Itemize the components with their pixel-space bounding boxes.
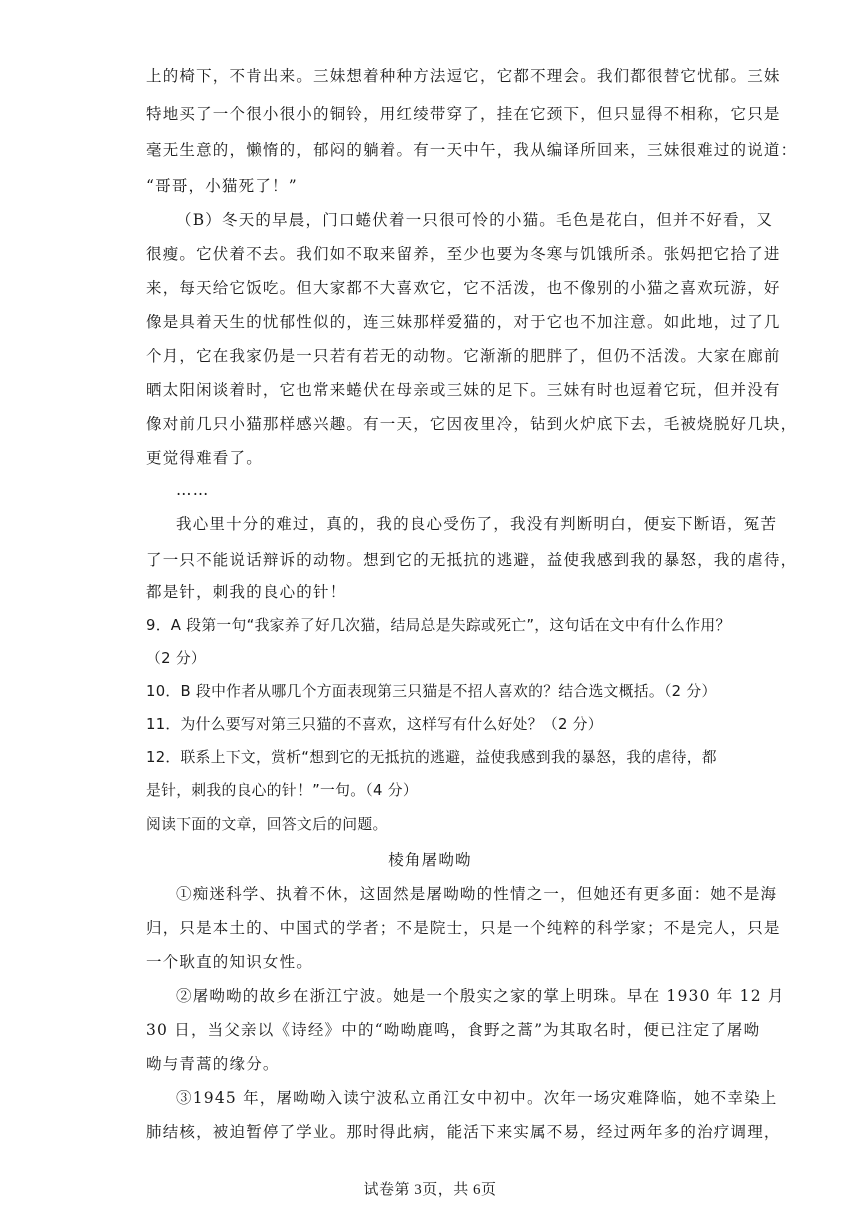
passage-line: 了一只不能说话辩诉的动物。想到它的无抵抗的逃避，益使我感到我的暴怒，我的虐待， [146,551,798,569]
ellipsis: …… [176,481,210,499]
passage-line: ①痴迷科学、执着不休，这固然是屠呦呦的性情之一，但她还有更多面：她不是海 [176,885,778,903]
passage-line: 肺结核，被迫暂停了学业。那时得此病，能活下来实属不易，经过两年多的治疗调理， [146,1123,781,1141]
question-12: 12．联系上下文，赏析“想到它的无抵抗的逃避，益使我感到我的暴怒，我的虐待，都 [146,749,717,766]
passage-line: 呦与青蒿的缘分。 [146,1055,280,1073]
passage-line: 归，只是本土的、中国式的学者；不是院士，只是一个纯粹的科学家；不是完人，只是 [146,919,781,937]
question-12-cont: 是针，刺我的良心的针！”一句。（4 分） [146,782,418,799]
passage-line: 上的椅下，不肯出来。三妹想着种种方法逗它，它都不理会。我们都很替它忧郁。三妹 [146,67,781,85]
passage-line: 特地买了一个很小很小的铜铃，用红绫带穿了，挂在它颈下，但只显得不相称，它只是 [146,105,781,123]
question-10: 10．B 段中作者从哪几个方面表现第三只猫是不招人喜欢的？结合选文概括。（2 分） [146,683,717,700]
passage-line: 我心里十分的难过，真的，我的良心受伤了，我没有判断明白，便妄下断语，冤苦 [176,515,778,533]
passage-line: 30 日，当父亲以《诗经》中的“呦呦鹿鸣，食野之蒿”为其取名时，便已注定了屠呦 [146,1021,761,1039]
passage-line: 很瘦。它伏着不去。我们如不取来留养，至少也要为冬寒与饥饿所杀。张妈把它拾了进 [146,245,781,263]
question-9-score: （2 分） [146,650,207,667]
page-number-footer: 试卷第 3页，共 6页 [363,1182,497,1198]
passage-line: 晒太阳闲谈着时，它也常来蜷伏在母亲或三妹的足下。三妹有时也逗着它玩，但并没有 [146,381,781,399]
passage-line: 来，每天给它饭吃。但大家都不大喜欢它，它不活泼，也不像别的小猫之喜欢玩游，好 [146,279,781,297]
article-title: 棱角屠呦呦 [388,851,472,869]
passage-line: （B）冬天的早晨，门口蜷伏着一只很可怜的小猫。毛色是花白，但并不好看，又 [176,211,774,229]
passage-line: 一个耿直的知识女性。 [146,953,314,971]
passage-line: 像是具着天生的忧郁性似的，连三妹那样爱猫的，对于它也不加注意。如此地，过了几 [146,313,781,331]
passage-line: 毫无生意的，懒惰的，郁闷的躺着。有一天中午，我从编译所回来，三妹很难过的说道： [146,141,798,159]
passage-line: “哥哥，小猫死了！” [146,177,298,195]
question-11: 11．为什么要写对第三只猫的不喜欢，这样写有什么好处？（2 分） [146,716,603,733]
passage-line: 像对前几只小猫那样感兴趣。有一天，它因夜里冷，钻到火炉底下去，毛被烧脱好几块， [146,415,798,433]
passage-line: ②屠呦呦的故乡在浙江宁波。她是一个殷实之家的掌上明珠。早在 1930 年 12 月 [176,987,785,1005]
reading-instruction: 阅读下面的文章，回答文后的问题。 [146,816,388,833]
passage-line: 个月，它在我家仍是一只若有若无的动物。它渐渐的肥胖了，但仍不活泼。大家在廊前 [146,347,781,365]
passage-line: ③1945 年，屠呦呦入读宁波私立甬江女中初中。次年一场灾难降临，她不幸染上 [176,1089,778,1107]
question-9: 9．A 段第一句“我家养了好几次猫，结局总是失踪或死亡”，这句话在文中有什么作用？ [146,617,731,634]
passage-line: 都是针，刺我的良心的针！ [146,583,347,601]
passage-line: 更觉得难看了。 [146,449,263,467]
